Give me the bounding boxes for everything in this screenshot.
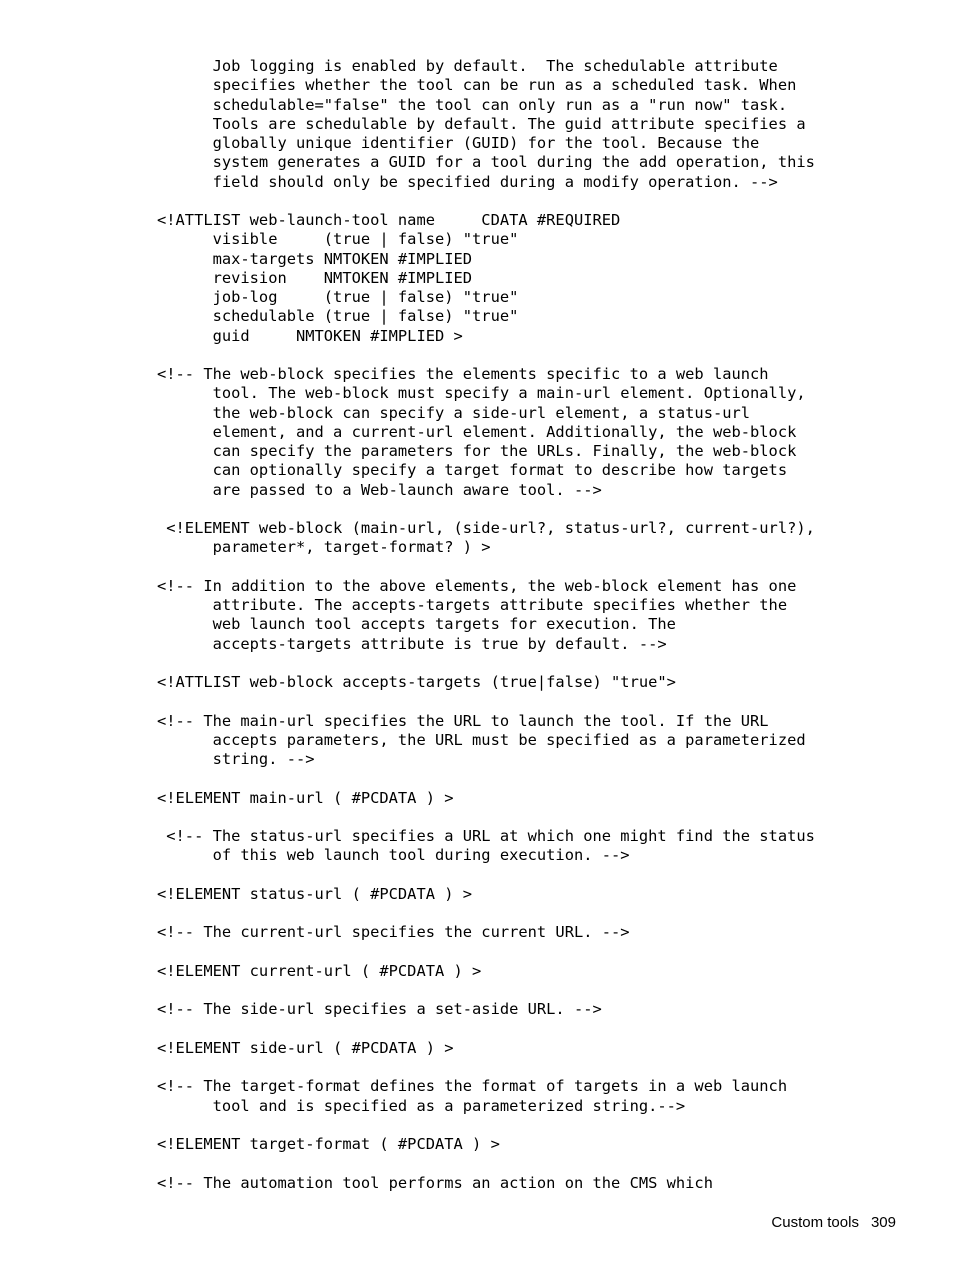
code-line: can specify the parameters for the URLs. Finally, the web-block — [157, 442, 797, 460]
code-line — [157, 769, 917, 788]
code-line — [157, 692, 917, 711]
code-line — [157, 1154, 917, 1173]
code-line: <!ELEMENT target-format ( #PCDATA ) > — [157, 1135, 500, 1153]
code-line: web launch tool accepts targets for execution. The — [157, 615, 676, 634]
code-line — [157, 943, 917, 962]
code-line: <!ELEMENT status-url ( #PCDATA ) > — [157, 884, 473, 903]
code-line: can optionally specify a target format to describe how targets — [157, 461, 788, 480]
code-line — [157, 558, 917, 577]
code-line: revision NMTOKEN #IMPLIED — [157, 268, 473, 287]
code-line — [157, 500, 917, 519]
code-line: <!-- The automation tool performs an action on the CMS which — [157, 1173, 713, 1192]
code-line: <!-- The current-url specifies the current URL. --> — [157, 923, 630, 942]
code-line: the web-block can specify a side-url element, a status-url — [157, 403, 751, 422]
code-line: <!-- The status-url specifies a URL at which one might find the status — [157, 827, 815, 845]
code-line: <!ELEMENT main-url ( #PCDATA ) > — [157, 788, 454, 807]
page-footer — [771, 1214, 896, 1231]
code-line — [157, 346, 917, 365]
code-line: of this web launch tool during execution. --> — [157, 846, 630, 865]
footer-section-title: Custom tools — [771, 1214, 859, 1231]
code-line: <!-- The target-format defines the format of targets in a web launch — [157, 1077, 788, 1096]
code-line — [157, 192, 917, 211]
code-line: <!ELEMENT web-block (main-url, (side-url?, status-url?, current-url?), — [157, 519, 815, 537]
code-line: accepts-targets attribute is true by default. --> — [157, 634, 667, 653]
code-line: <!-- In addition to the above elements, the web-block element has one — [157, 576, 797, 595]
code-line: <!ELEMENT side-url ( #PCDATA ) > — [157, 1038, 454, 1057]
code-line: job-log (true | false) "true" — [157, 288, 519, 306]
code-line: specifies whether the tool can be run as a scheduled task. When — [157, 76, 797, 95]
code-line — [157, 1020, 917, 1039]
code-line: <!ELEMENT current-url ( #PCDATA ) > — [157, 961, 482, 980]
code-line: <!-- The web-block specifies the elements specific to a web launch — [157, 365, 769, 383]
code-line: visible (true | false) "true" — [157, 230, 519, 249]
code-line: attribute. The accepts-targets attribute specifies whether the — [157, 596, 788, 614]
code-line: system generates a GUID for a tool during the add operation, this — [157, 153, 815, 172]
code-line — [157, 866, 917, 885]
code-line: are passed to a Web-launch aware tool. --> — [157, 480, 602, 499]
code-line — [157, 654, 917, 673]
code-line: field should only be specified during a modify operation. --> — [157, 172, 778, 191]
code-line — [157, 1116, 917, 1135]
page-number: 309 — [870, 1214, 896, 1231]
code-line — [157, 981, 917, 1000]
code-line: parameter*, target-format? ) > — [157, 538, 491, 557]
code-line: schedulable="false" the tool can only run as a "run now" task. — [157, 95, 788, 114]
code-line: globally unique identifier (GUID) for the tool. Because the — [157, 134, 760, 152]
code-line: <!ATTLIST web-launch-tool name CDATA #REQUIRED — [157, 211, 621, 229]
code-line: max-targets NMTOKEN #IMPLIED — [157, 249, 473, 268]
code-line: guid NMTOKEN #IMPLIED > — [157, 326, 463, 345]
code-line: schedulable (true | false) "true" — [157, 307, 519, 326]
code-line: element, and a current-url element. Additionally, the web-block — [157, 422, 797, 441]
code-line: <!ATTLIST web-block accepts-targets (true|false) "true"> — [157, 673, 676, 691]
code-line: <!-- The main-url specifies the URL to launch the tool. If the URL — [157, 711, 769, 730]
code-line: tool and is specified as a parameterized string.--> — [157, 1096, 686, 1115]
code-line: Tools are schedulable by default. The guid attribute specifies a — [157, 114, 806, 133]
code-line — [157, 808, 917, 827]
code-line: Job logging is enabled by default. The schedulable attribute — [157, 57, 778, 75]
code-line — [157, 904, 917, 923]
code-line: tool. The web-block must specify a main-url element. Optionally, — [157, 384, 806, 403]
code-line: <!-- The side-url specifies a set-aside URL. --> — [157, 1000, 602, 1019]
code-line: string. --> — [157, 750, 315, 768]
code-line — [157, 1058, 917, 1077]
code-listing — [157, 57, 917, 1193]
code-line: accepts parameters, the URL must be specified as a parameterized — [157, 730, 806, 749]
